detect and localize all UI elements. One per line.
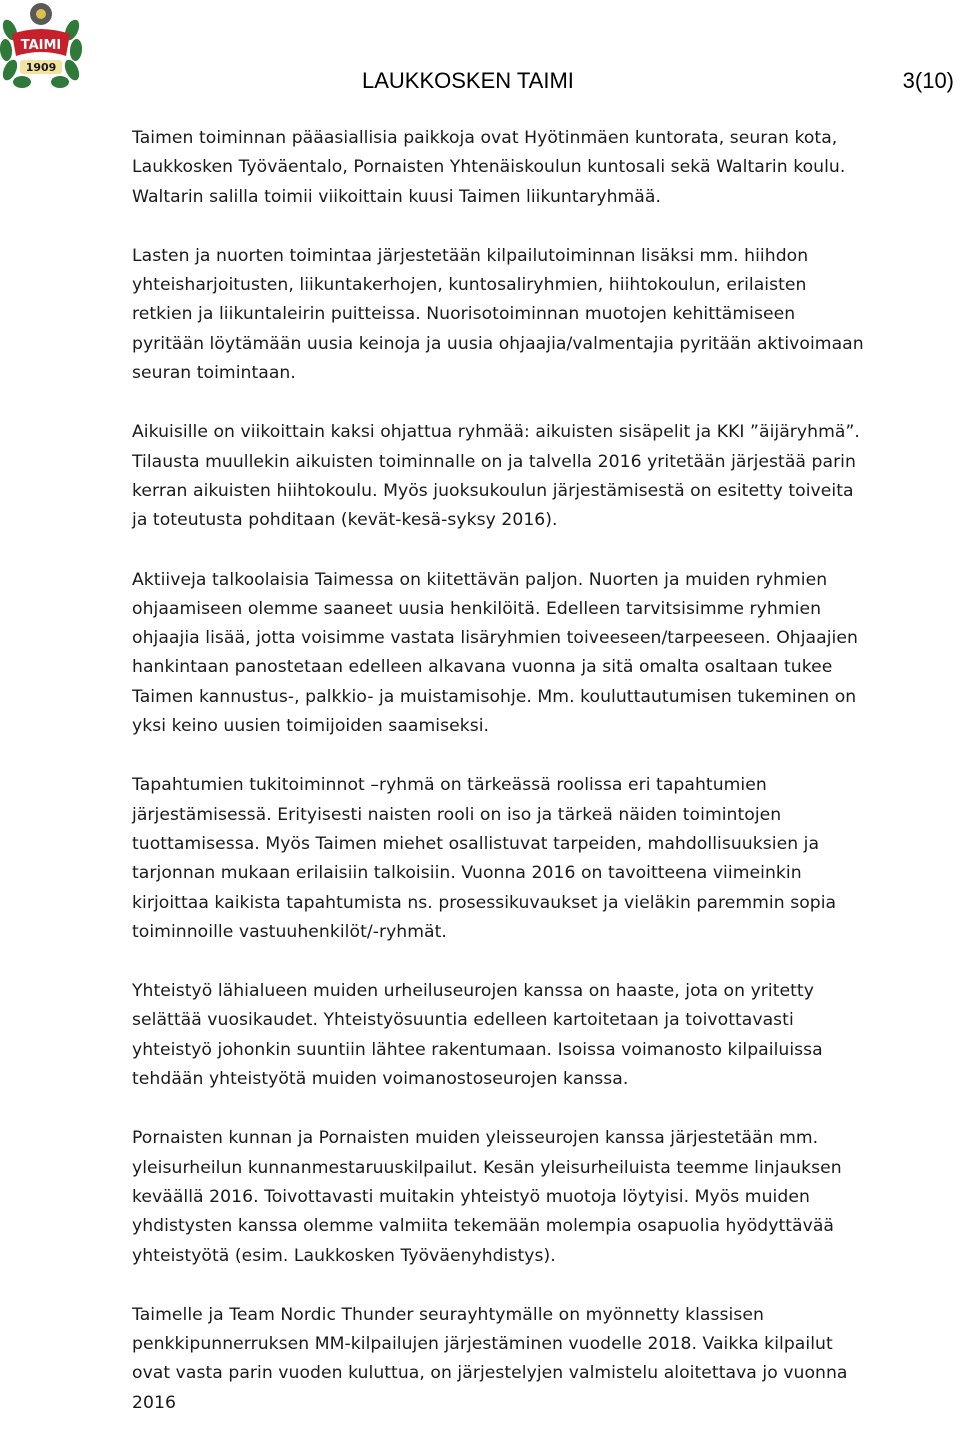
page-number: 3(10): [902, 68, 954, 93]
paragraph-adult-activities: Aikuisille on viikoittain kaksi ohjattua ryhmää: aikuisten sisäpelit ja KKI ”äijäryhmä”. Tilausta muullekin aikuisten toiminnalle on ja talvella 2016 yritetään järjestää parin kerran aikuisten hiihtokoulu. Myös juoksukoulun järjestämisestä on esitetty toiveita ja toteutusta pohditaan (kevät-kesä-syksy 2016).: [132, 422, 860, 531]
club-logo: [0, 0, 82, 92]
logo-text: TAIMI: [20, 38, 62, 53]
paragraph-world-championships: Taimelle ja Team Nordic Thunder seurayhtymälle on myönnetty klassisen penkkipunnerruksen MM-kilpailujen järjestäminen vuodelle 2018. Vaikka kilpailut ovat vasta parin vuoden kuluttua, on järjestelyjen valmistelu aloitettava jo vuonna 2016: [132, 1304, 848, 1413]
paragraph-cooperation: Yhteistyö lähialueen muiden urheiluseurojen kanssa on haaste, jota on yritetty selättää vuosikaudet. Yhteistyösuuntia edelleen kartoitetaan ja toivottavasti yhteistyö johonkin suuntiin lähtee rakentumaan. Isoissa voimanosto kilpailuissa tehdään yhteistyötä muiden voimanostoseurojen kanssa.: [132, 981, 823, 1090]
logo-year: 1909: [25, 61, 57, 74]
paragraph-youth-activities: Lasten ja nuorten toimintaa järjestetään kilpailutoiminnan lisäksi mm. hiihdon yhteisharjoitusten, liikuntakerhojen, kuntosaliryhmien, hiihtokoulun, erilaisten retkien ja liikuntaleirin puitteissa. Nuorisotoiminnan muotojen kehittämiseen pyritään löytämään uusia keinoja ja uusia ohjaajia/valmentajia pyritään aktivoimaan seuran toimintaan.: [132, 245, 864, 384]
document-body: [132, 124, 958, 1448]
club-emblem-icon: [0, 0, 82, 92]
page-title: LAUKKOSKEN TAIMI: [362, 68, 574, 93]
paragraph-volunteers: Aktiiveja talkoolaisia Taimessa on kiitettävän paljon. Nuorten ja muiden ryhmien ohjaamiseen olemme saaneet uusia henkilöitä. Edelleen tarvitsisimme ryhmien ohjaajia lisää, jotta voisimme vastata lisäryhmien toiveeseen/tarpeeseen. Ohjaajien hankintaan panostetaan edelleen alkavana vuonna ja sitä omalta osaltaan tukee Taimen kannustus-, palkkio- ja muistamisohje. Mm. kouluttautumisen tukeminen on yksi keino uusien toimijoiden saamiseksi.: [132, 569, 858, 737]
paragraph-municipal-cooperation: Pornaisten kunnan ja Pornaisten muiden yleisseurojen kanssa järjestetään mm. yleisurheilun kunnanmestaruuskilpailut. Kesän yleisurheiluista teemme linjauksen keväällä 2016. Toivottavasti muitakin yhteistyö muotoja löytyisi. Myös muiden yhdistysten kanssa olemme valmiita tekemään molempia osapuolia hyödyttävää yhteistyötä (esim. Laukkosken Työväenyhdistys).: [132, 1128, 842, 1266]
paragraph-event-support: Tapahtumien tukitoiminnot –ryhmä on tärkeässä roolissa eri tapahtumien järjestämisessä. Erityisesti naisten rooli on iso ja tärkeä näiden toimintojen tuottamisessa. Myös Taimen miehet osallistuvat tarpeiden, mahdollisuuksien ja tarjonnan mukaan erilaisiin talkoisiin. Vuonna 2016 on tavoitteena viimeinkin kirjoittaa kaikista tapahtumista ns. prosessikuvaukset ja vieläkin paremmin sopia toiminnoille vastuuhenkilöt/-ryhmät.: [132, 775, 837, 942]
paragraph-facilities: Taimen toiminnan pääasiallisia paikkoja ovat Hyötinmäen kuntorata, seuran kota, Laukkosken Työväentalo, Pornaisten Yhtenäiskoulun kuntosali sekä Waltarin koulu. Waltarin salilla toimii viikoittain kuusi Taimen liikuntaryhmää.: [132, 128, 846, 207]
